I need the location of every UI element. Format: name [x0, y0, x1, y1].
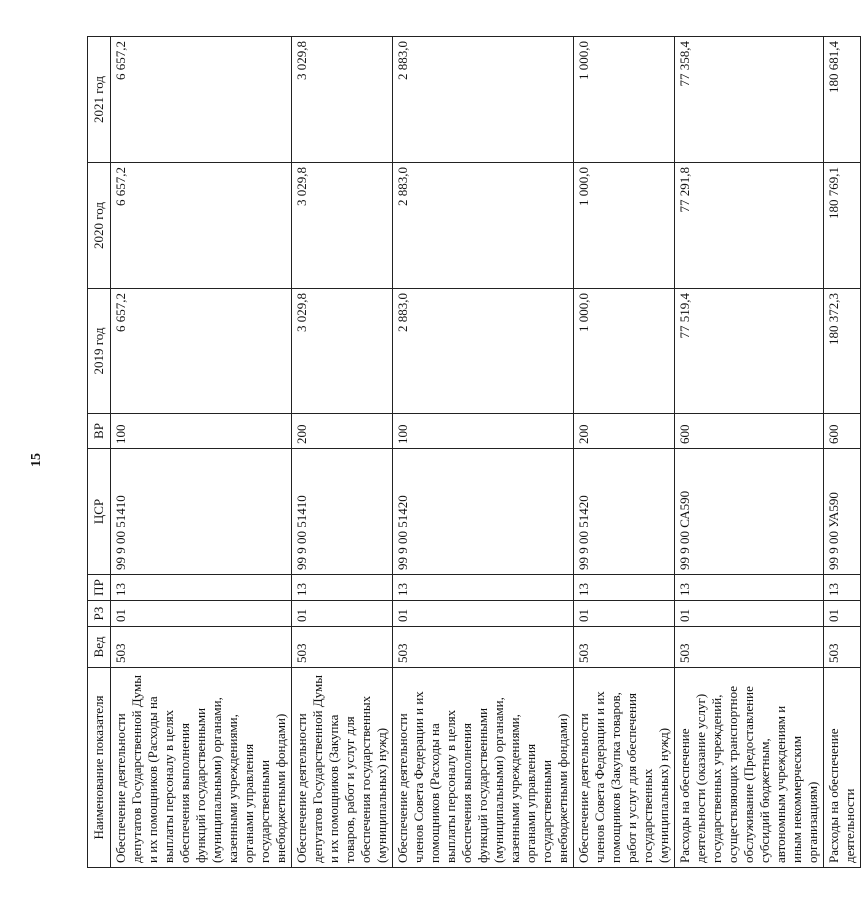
table-row — [111, 37, 292, 868]
cell-ved: 503 — [675, 627, 824, 668]
cell-rz: 01 — [675, 601, 824, 627]
cell-pr: 13 — [292, 575, 393, 601]
cell-pr: 13 — [574, 575, 675, 601]
table-header-row — [88, 37, 111, 868]
budget-table-rotated — [87, 37, 857, 868]
header-rz: РЗ — [88, 601, 111, 627]
cell-2021: 6 657,2 — [111, 37, 292, 163]
header-ved: Вед — [88, 627, 111, 668]
cell-vr: 600 — [824, 414, 861, 449]
header-pr: ПР — [88, 575, 111, 601]
cell-vr: 100 — [393, 414, 574, 449]
cell-2019: 3 029,8 — [292, 289, 393, 414]
cell-2020: 3 029,8 — [292, 163, 393, 289]
cell-name: Обеспечение деятельности членов Совета Федерации и их помощников (Расходы на выплаты персоналу в целях обеспечения выполнения функций государственными (муниципальными) органами, казенными учреждениями, органами управления государственными внебюджетными фондами) — [393, 668, 574, 868]
cell-ved: 503 — [824, 627, 861, 668]
cell-2020: 2 883,0 — [393, 163, 574, 289]
cell-csr: 99 9 00 СА590 — [675, 449, 824, 575]
table-row — [675, 37, 824, 868]
cell-2019: 77 519,4 — [675, 289, 824, 414]
cell-vr: 600 — [675, 414, 824, 449]
cell-pr: 13 — [824, 575, 861, 601]
cell-vr: 100 — [111, 414, 292, 449]
cell-name: Обеспечение деятельности депутатов Государственной Думы и их помощников (Закупка товаров, работ и услуг для обеспечения государственных (муниципальных) нужд) — [292, 668, 393, 868]
cell-name: Обеспечение деятельности депутатов Государственной Думы и их помощников (Расходы на выплаты персоналу в целях обеспечения выполнения функций государственными (муниципальными) органами, казенными учреждениями, органами управления государственными внебюджетными фондами) — [111, 668, 292, 868]
cell-rz: 01 — [824, 601, 861, 627]
cell-2019: 2 883,0 — [393, 289, 574, 414]
header-name: Наименование показателя — [88, 668, 111, 868]
cell-2019: 1 000,0 — [574, 289, 675, 414]
cell-csr: 99 9 00 51420 — [574, 449, 675, 575]
cell-name: Обеспечение деятельности членов Совета Федерации и их помощников (Закупка товаров, работ и услуг для обеспечения государственных (муниципальных) нужд) — [574, 668, 675, 868]
cell-rz: 01 — [111, 601, 292, 627]
cell-ved: 503 — [292, 627, 393, 668]
header-2021: 2021 год — [88, 37, 111, 163]
cell-vr: 200 — [574, 414, 675, 449]
cell-pr: 13 — [393, 575, 574, 601]
page-number: 15 — [29, 453, 44, 467]
table-row — [824, 37, 861, 868]
cell-2021: 2 883,0 — [393, 37, 574, 163]
cell-vr: 200 — [292, 414, 393, 449]
cell-2020: 77 291,8 — [675, 163, 824, 289]
cell-ved: 503 — [393, 627, 574, 668]
cell-name: Расходы на обеспечение деятельности (оказание услуг) государственных учреждений, осуществляющих транспортное обслуживание (Предоставление субсидий бюджетным, автономным учреждениям и иным некоммерческим организациям) — [675, 668, 824, 868]
cell-rz: 01 — [292, 601, 393, 627]
cell-2020: 6 657,2 — [111, 163, 292, 289]
cell-rz: 01 — [574, 601, 675, 627]
header-csr: ЦСР — [88, 449, 111, 575]
cell-csr: 99 9 00 51410 — [111, 449, 292, 575]
budget-table — [87, 36, 861, 868]
cell-2019: 6 657,2 — [111, 289, 292, 414]
cell-csr: 99 9 00 51410 — [292, 449, 393, 575]
cell-2021: 77 358,4 — [675, 37, 824, 163]
cell-csr: 99 9 00 УА590 — [824, 449, 861, 575]
cell-ved: 503 — [111, 627, 292, 668]
header-2019: 2019 год — [88, 289, 111, 414]
cell-csr: 99 9 00 51420 — [393, 449, 574, 575]
header-vr: ВР — [88, 414, 111, 449]
cell-ved: 503 — [574, 627, 675, 668]
cell-2021: 180 681,4 — [824, 37, 861, 163]
cell-pr: 13 — [111, 575, 292, 601]
cell-2020: 180 769,1 — [824, 163, 861, 289]
table-row — [574, 37, 675, 868]
header-2020: 2020 год — [88, 163, 111, 289]
cell-rz: 01 — [393, 601, 574, 627]
cell-2019: 180 372,3 — [824, 289, 861, 414]
table-row — [292, 37, 393, 868]
table-row — [393, 37, 574, 868]
cell-2021: 1 000,0 — [574, 37, 675, 163]
cell-2020: 1 000,0 — [574, 163, 675, 289]
cell-2021: 3 029,8 — [292, 37, 393, 163]
cell-name: Расходы на обеспечение деятельности — [824, 668, 861, 868]
cell-pr: 13 — [675, 575, 824, 601]
